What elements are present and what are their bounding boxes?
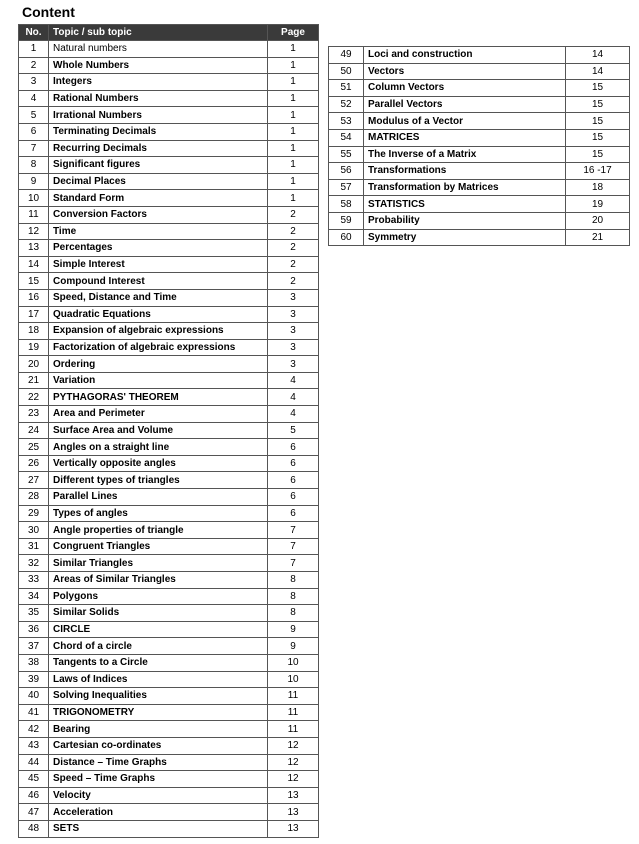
- table-row: [19, 90, 319, 107]
- row-topic: Speed, Distance and Time: [49, 289, 268, 306]
- row-page: 1: [268, 90, 319, 107]
- row-page: 1: [268, 123, 319, 140]
- row-page: 13: [268, 787, 319, 804]
- header-page: Page: [268, 25, 319, 41]
- row-number: 56: [329, 163, 364, 180]
- table-row: [19, 737, 319, 754]
- row-topic: Laws of Indices: [49, 671, 268, 688]
- row-page: 2: [268, 223, 319, 240]
- row-number: 45: [19, 771, 49, 788]
- row-number: 5: [19, 107, 49, 124]
- row-page: 12: [268, 754, 319, 771]
- row-topic: Decimal Places: [49, 173, 268, 190]
- table-row: [19, 505, 319, 522]
- row-topic: Symmetry: [364, 229, 566, 246]
- row-topic: Acceleration: [49, 804, 268, 821]
- row-number: 11: [19, 206, 49, 223]
- row-number: 44: [19, 754, 49, 771]
- row-topic: Areas of Similar Triangles: [49, 572, 268, 589]
- row-page: 5: [268, 422, 319, 439]
- row-page: 7: [268, 538, 319, 555]
- row-page: 13: [268, 820, 319, 837]
- row-page: 9: [268, 638, 319, 655]
- row-number: 29: [19, 505, 49, 522]
- row-page: 1: [268, 190, 319, 207]
- row-number: 43: [19, 737, 49, 754]
- row-page: 6: [268, 472, 319, 489]
- row-topic: Distance – Time Graphs: [49, 754, 268, 771]
- table-row: [19, 804, 319, 821]
- table-row: [329, 179, 630, 196]
- row-topic: Different types of triangles: [49, 472, 268, 489]
- row-number: 22: [19, 389, 49, 406]
- row-page: 1: [268, 157, 319, 174]
- row-number: 21: [19, 372, 49, 389]
- row-page: 11: [268, 721, 319, 738]
- row-topic: PYTHAGORAS' THEOREM: [49, 389, 268, 406]
- table-row: [329, 113, 630, 130]
- table-row: [19, 157, 319, 174]
- row-topic: Chord of a circle: [49, 638, 268, 655]
- row-page: 1: [268, 107, 319, 124]
- row-number: 42: [19, 721, 49, 738]
- row-number: 28: [19, 489, 49, 506]
- table-row: [19, 289, 319, 306]
- table-row: [19, 123, 319, 140]
- table-row: [329, 129, 630, 146]
- row-page: 6: [268, 455, 319, 472]
- row-topic: Velocity: [49, 787, 268, 804]
- row-page: 3: [268, 339, 319, 356]
- row-topic: Modulus of a Vector: [364, 113, 566, 130]
- table-row: [19, 356, 319, 373]
- table-row: [19, 455, 319, 472]
- row-topic: Irrational Numbers: [49, 107, 268, 124]
- row-page: 20: [566, 212, 630, 229]
- row-page: 3: [268, 356, 319, 373]
- row-number: 47: [19, 804, 49, 821]
- row-topic: Time: [49, 223, 268, 240]
- row-number: 35: [19, 605, 49, 622]
- table-row: [19, 223, 319, 240]
- row-number: 9: [19, 173, 49, 190]
- table-row: [329, 196, 630, 213]
- row-topic: Similar Solids: [49, 605, 268, 622]
- table-row: [19, 240, 319, 257]
- row-number: 38: [19, 654, 49, 671]
- table-row: [329, 47, 630, 64]
- table-row: [19, 754, 319, 771]
- row-topic: Factorization of algebraic expressions: [49, 339, 268, 356]
- row-number: 16: [19, 289, 49, 306]
- contents-table-left: [18, 24, 319, 838]
- row-topic: STATISTICS: [364, 196, 566, 213]
- row-number: 55: [329, 146, 364, 163]
- row-page: 9: [268, 621, 319, 638]
- row-page: 2: [268, 206, 319, 223]
- row-number: 13: [19, 240, 49, 257]
- row-number: 14: [19, 256, 49, 273]
- row-number: 2: [19, 57, 49, 74]
- row-number: 59: [329, 212, 364, 229]
- page-title: Content: [22, 4, 75, 20]
- row-topic: Conversion Factors: [49, 206, 268, 223]
- table-row: [329, 229, 630, 246]
- row-page: 2: [268, 240, 319, 257]
- row-topic: SETS: [49, 820, 268, 837]
- row-topic: Rational Numbers: [49, 90, 268, 107]
- table-row: [19, 339, 319, 356]
- table-row: [19, 638, 319, 655]
- table-row: [329, 146, 630, 163]
- row-page: 15: [566, 96, 630, 113]
- table-row: [19, 256, 319, 273]
- row-page: 3: [268, 323, 319, 340]
- row-page: 4: [268, 406, 319, 423]
- row-number: 18: [19, 323, 49, 340]
- row-page: 8: [268, 588, 319, 605]
- row-topic: Ordering: [49, 356, 268, 373]
- row-page: 1: [268, 74, 319, 91]
- row-topic: Parallel Lines: [49, 489, 268, 506]
- table-row: [329, 212, 630, 229]
- row-page: 15: [566, 113, 630, 130]
- row-number: 8: [19, 157, 49, 174]
- table-row: [19, 820, 319, 837]
- row-topic: Congruent Triangles: [49, 538, 268, 555]
- table-row: [19, 41, 319, 58]
- table-row: [19, 572, 319, 589]
- row-page: 15: [566, 129, 630, 146]
- row-number: 33: [19, 572, 49, 589]
- row-page: 6: [268, 439, 319, 456]
- row-topic: Column Vectors: [364, 80, 566, 97]
- row-topic: Whole Numbers: [49, 57, 268, 74]
- row-page: 1: [268, 173, 319, 190]
- row-topic: Transformation by Matrices: [364, 179, 566, 196]
- row-page: 14: [566, 47, 630, 64]
- table-row: [19, 555, 319, 572]
- row-topic: Angle properties of triangle: [49, 522, 268, 539]
- row-page: 6: [268, 489, 319, 506]
- row-number: 27: [19, 472, 49, 489]
- row-page: 19: [566, 196, 630, 213]
- row-number: 6: [19, 123, 49, 140]
- row-page: 12: [268, 771, 319, 788]
- row-page: 12: [268, 737, 319, 754]
- table-row: [19, 306, 319, 323]
- row-number: 48: [19, 820, 49, 837]
- row-number: 1: [19, 41, 49, 58]
- row-page: 18: [566, 179, 630, 196]
- row-topic: Tangents to a Circle: [49, 654, 268, 671]
- row-topic: Expansion of algebraic expressions: [49, 323, 268, 340]
- row-number: 54: [329, 129, 364, 146]
- table-row: [19, 273, 319, 290]
- table-row: [19, 671, 319, 688]
- row-topic: Polygons: [49, 588, 268, 605]
- row-topic: Angles on a straight line: [49, 439, 268, 456]
- contents-table-right: [328, 46, 630, 246]
- header-no: No.: [19, 25, 49, 41]
- row-number: 37: [19, 638, 49, 655]
- row-number: 19: [19, 339, 49, 356]
- table-row: [19, 140, 319, 157]
- row-page: 11: [268, 688, 319, 705]
- row-number: 58: [329, 196, 364, 213]
- row-number: 57: [329, 179, 364, 196]
- row-page: 3: [268, 289, 319, 306]
- row-number: 34: [19, 588, 49, 605]
- row-topic: Surface Area and Volume: [49, 422, 268, 439]
- table-row: [19, 489, 319, 506]
- row-topic: MATRICES: [364, 129, 566, 146]
- row-page: 14: [566, 63, 630, 80]
- row-topic: Variation: [49, 372, 268, 389]
- row-topic: Probability: [364, 212, 566, 229]
- row-topic: TRIGONOMETRY: [49, 704, 268, 721]
- table-row: [19, 107, 319, 124]
- row-page: 1: [268, 57, 319, 74]
- table-row: [19, 721, 319, 738]
- row-topic: Area and Perimeter: [49, 406, 268, 423]
- row-topic: Compound Interest: [49, 273, 268, 290]
- table-row: [19, 538, 319, 555]
- row-page: 15: [566, 146, 630, 163]
- row-topic: Significant figures: [49, 157, 268, 174]
- row-number: 51: [329, 80, 364, 97]
- row-number: 32: [19, 555, 49, 572]
- table-row: [19, 190, 319, 207]
- row-page: 15: [566, 80, 630, 97]
- table-row: [19, 771, 319, 788]
- row-number: 15: [19, 273, 49, 290]
- row-number: 60: [329, 229, 364, 246]
- row-page: 11: [268, 704, 319, 721]
- table-row: [19, 323, 319, 340]
- row-number: 25: [19, 439, 49, 456]
- table-row: [19, 621, 319, 638]
- table-row: [19, 74, 319, 91]
- row-number: 31: [19, 538, 49, 555]
- row-number: 23: [19, 406, 49, 423]
- table-header-row: [19, 25, 319, 41]
- row-number: 49: [329, 47, 364, 64]
- table-row: [19, 173, 319, 190]
- row-topic: Solving Inequalities: [49, 688, 268, 705]
- row-number: 52: [329, 96, 364, 113]
- row-topic: Recurring Decimals: [49, 140, 268, 157]
- row-page: 2: [268, 273, 319, 290]
- row-topic: Natural numbers: [49, 41, 268, 58]
- table-row: [329, 80, 630, 97]
- row-page: 21: [566, 229, 630, 246]
- table-row: [329, 96, 630, 113]
- table-row: [19, 787, 319, 804]
- row-page: 16 -17: [566, 163, 630, 180]
- row-page: 8: [268, 605, 319, 622]
- row-page: 6: [268, 505, 319, 522]
- row-number: 40: [19, 688, 49, 705]
- table-row: [19, 704, 319, 721]
- table-row: [19, 57, 319, 74]
- row-number: 10: [19, 190, 49, 207]
- row-topic: Vertically opposite angles: [49, 455, 268, 472]
- row-page: 10: [268, 671, 319, 688]
- row-number: 4: [19, 90, 49, 107]
- table-row: [19, 406, 319, 423]
- row-number: 20: [19, 356, 49, 373]
- row-topic: Standard Form: [49, 190, 268, 207]
- row-number: 50: [329, 63, 364, 80]
- row-number: 26: [19, 455, 49, 472]
- table-row: [19, 605, 319, 622]
- row-number: 30: [19, 522, 49, 539]
- row-topic: Speed – Time Graphs: [49, 771, 268, 788]
- row-page: 1: [268, 41, 319, 58]
- row-topic: Similar Triangles: [49, 555, 268, 572]
- row-topic: Quadratic Equations: [49, 306, 268, 323]
- row-topic: Bearing: [49, 721, 268, 738]
- row-topic: The Inverse of a Matrix: [364, 146, 566, 163]
- row-topic: Transformations: [364, 163, 566, 180]
- row-page: 13: [268, 804, 319, 821]
- table-row: [329, 163, 630, 180]
- table-row: [19, 588, 319, 605]
- table-row: [19, 389, 319, 406]
- header-topic: Topic / sub topic: [49, 25, 268, 41]
- table-row: [329, 63, 630, 80]
- row-page: 10: [268, 654, 319, 671]
- row-page: 4: [268, 372, 319, 389]
- table-row: [19, 422, 319, 439]
- row-page: 3: [268, 306, 319, 323]
- row-topic: Cartesian co-ordinates: [49, 737, 268, 754]
- row-number: 24: [19, 422, 49, 439]
- row-topic: Vectors: [364, 63, 566, 80]
- row-page: 8: [268, 572, 319, 589]
- row-page: 1: [268, 140, 319, 157]
- row-topic: Percentages: [49, 240, 268, 257]
- row-page: 7: [268, 522, 319, 539]
- row-number: 41: [19, 704, 49, 721]
- row-number: 53: [329, 113, 364, 130]
- table-row: [19, 472, 319, 489]
- row-page: 7: [268, 555, 319, 572]
- table-row: [19, 439, 319, 456]
- row-topic: CIRCLE: [49, 621, 268, 638]
- table-row: [19, 206, 319, 223]
- table-row: [19, 654, 319, 671]
- row-number: 36: [19, 621, 49, 638]
- row-topic: Simple Interest: [49, 256, 268, 273]
- row-number: 12: [19, 223, 49, 240]
- row-page: 2: [268, 256, 319, 273]
- row-topic: Parallel Vectors: [364, 96, 566, 113]
- row-topic: Types of angles: [49, 505, 268, 522]
- row-number: 17: [19, 306, 49, 323]
- table-row: [19, 372, 319, 389]
- table-row: [19, 522, 319, 539]
- row-topic: Loci and construction: [364, 47, 566, 64]
- row-number: 39: [19, 671, 49, 688]
- row-topic: Terminating Decimals: [49, 123, 268, 140]
- row-topic: Integers: [49, 74, 268, 91]
- row-number: 46: [19, 787, 49, 804]
- row-page: 4: [268, 389, 319, 406]
- table-row: [19, 688, 319, 705]
- row-number: 7: [19, 140, 49, 157]
- row-number: 3: [19, 74, 49, 91]
